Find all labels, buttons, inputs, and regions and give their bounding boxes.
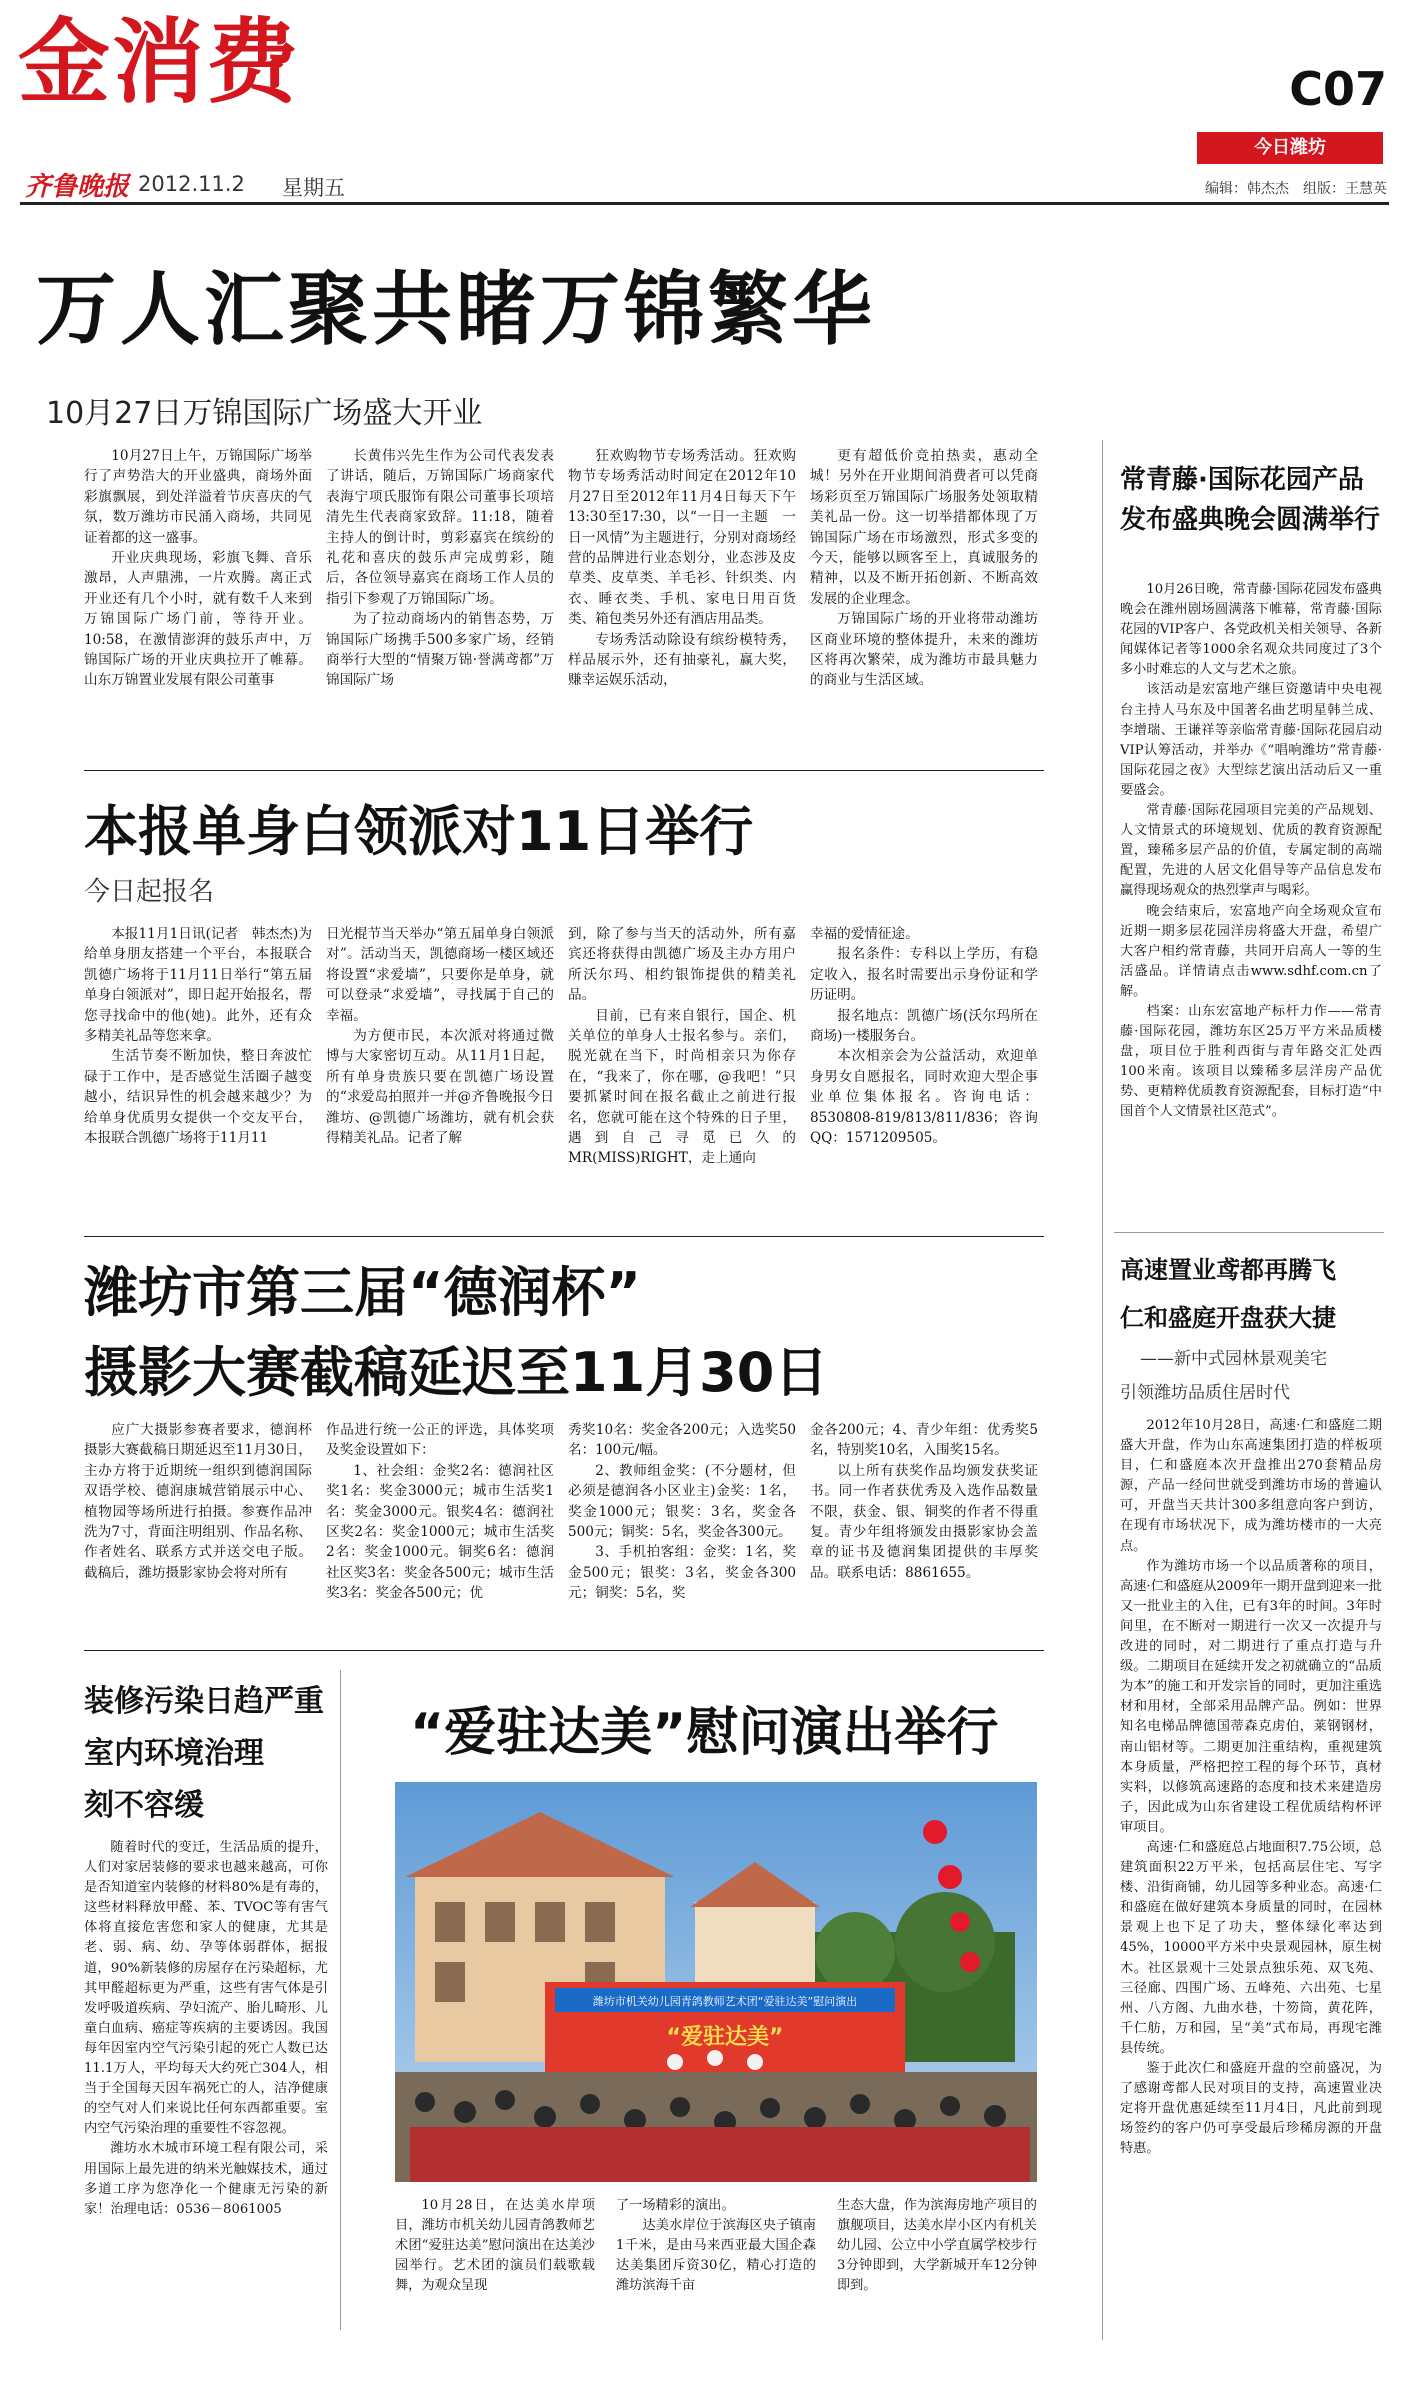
contest-headline-line2: 摄影大赛截稿延迟至11月30日 (84, 1341, 829, 1404)
contest-column-1: 应广大摄影参赛者要求，德润杯摄影大赛截稿日期延迟至11月30日，主办方将于近期统一组织到德润国际双语学校、德润康城营销展示中心、植物园等场所进行拍摄。参赛作品冲洗为7寸，背面注明组别、作品名称、作者姓名、联系方式并送交电子版。截稿后，潍坊摄影家协会将对所有 (84, 1422, 312, 1581)
contest-column-2: 作品进行统一公正的评选，具体奖项及奖金设置如下： 1、社会组：金奖2名：德润社区奖1名：奖金3000元；城市生活奖1名：奖金3000元。银奖4名：德润社区奖2名：奖金1000元；城市生活奖2名：奖金1000元。铜奖6名：德润社区奖3名：奖金各500元；城市生活奖3名：奖金各500元；优 (326, 1422, 554, 1602)
divider (84, 770, 1044, 771)
lead-column-3: 狂欢购物节专场秀活动。狂欢购物节专场秀活动时间定在2012年10月27日至2012年11月4日每天下午13:30至17:30，以“一日一主题 一日一风情”为主题进行，分别对商场经营的品牌进行业态划分，业态涉及皮草类、皮草类、羊毛衫、针织类、内衣、睡衣类、手机、家电日用百货类、箱包类另外还有酒店用品类。 专场秀活动除设有缤纷模特秀，样品展示外，还有抽豪礼，赢大奖，赚幸运娱乐活动， (568, 448, 796, 689)
singles-column-1: 本报11月1日讯(记者 韩杰杰)为给单身朋友搭建一个平台，本报联合凯德广场将于11月11日举行“第五届单身白领派对”，即日起开始报名，帮您寻找命中的他(她)。此外，还有众多精美礼品等您来拿。 生活节奏不断加快，整日奔波忙碌于工作中，是否感觉生活圈子越变越小，结识异性的机会越来越少？为给单身优质男女提供一个交友平台，本报联合凯德广场将于11月11 (84, 926, 312, 1147)
divider (84, 1236, 1044, 1237)
photo-stage-sign: “爱驻达美” (666, 2025, 784, 2050)
lead-headline: 万人汇聚共睹万锦繁华 (36, 263, 876, 356)
page-number: C07 (1289, 62, 1387, 116)
singles-column-2: 日光棍节当天举办“第五届单身白领派对”。活动当天，凯德商场一楼区域还将设置“求爱墙”，只要你是单身，就可以登录“求爱墙”，寻找属于自己的幸福。 为方便市民，本次派对将通过微博与大家密切互动。从11月1日起，所有单身贵族只要在凯德广场设置的“求爱岛拍照并一并@齐鲁晚报今日潍坊、@凯德广场潍坊，就有机会获得精美礼品。记者了解 (326, 926, 554, 1147)
masthead-rule (20, 202, 1389, 205)
lead-subheadline: 10月27日万锦国际广场盛大开业 (46, 396, 483, 431)
issue-date: 2012.11.2 (138, 172, 245, 196)
photo-banner: 潍坊市机关幼儿园青鸽教师艺术团“爱驻达美”慰问演出 (592, 1995, 858, 2008)
sidebar-bottom-subheadline-line1: ——新中式园林景观美宅 (1140, 1349, 1327, 1369)
column-tag: 今日潍坊 (1197, 132, 1383, 164)
paper-logo: 齐鲁晚报 (25, 172, 130, 202)
lead-column-1: 10月27日上午，万锦国际广场举行了声势浩大的开业盛典，商场外面彩旗飘展，到处洋溢着节庆喜庆的气氛，数万潍坊市民涌入商场，共同见证着都的这一盛事。 开业庆典现场，彩旗飞舞、音乐激昂，人声鼎沸，一片欢腾。离正式开业还有几个小时，就有数千人来到万锦国际广场门前，等待开业。10:58，在激情澎湃的鼓乐声中，万锦国际广场的开业庆典拉开了帷幕。山东万锦置业发展有限公司董事 (84, 448, 312, 689)
sidebar-bottom-headline-line1: 高速置业鸢都再腾飞 (1120, 1256, 1336, 1284)
performance-headline: “爱驻达美”慰问演出举行 (410, 1703, 999, 1763)
performance-column-3: 生态大盘，作为滨海房地产项目的旗舰项目，达美水岸小区内有机关幼儿园、公立中小学直属学校步行3分钟即到，大学新城开车12分钟即到。 (837, 2198, 1037, 2294)
contest-headline-line1: 潍坊市第三届“德润杯” (84, 1261, 641, 1324)
decoration-headline-line2: 室内环境治理 (84, 1736, 264, 1771)
sidebar-top-headline: 常青藤·国际花园产品发布盛典晚会圆满举行 (1120, 465, 1381, 535)
divider (1114, 1232, 1384, 1233)
decoration-body: 随着时代的变迁，生活品质的提升，人们对家居装修的要求也越来越高，可你是否知道室内装修的材料80%是有毒的，这些材料释放甲醛、苯、TVOC等有害气体将直接危害您和家人的健康，尤其是老、弱、病、幼、孕等体弱群体，据报道，90%新装修的房屋存在污染超标，尤其甲醛超标更为严重，这些有害气体是引发呼吸道疾病、孕妇流产、胎儿畸形、儿童白血病、癌症等疾病的主要诱因。我国每年因室内空气污染引起的死亡人数已达11.1万人，平均每天大约死亡304人，相当于全国每天因车祸死亡的人，洁净健康的空气对人们来说比任何东西都重要。室内空气污染治理的重要性不容忽视。 潍坊水木城市环境工程有限公司，采用国际上最先进的纳米光触媒技术，通过多道工序为您净化一个健康无污染的新家！治理电话：0536－8061005 (84, 1840, 328, 2217)
performance-column-2: 了一场精彩的演出。 达美水岸位于滨海区央子镇南1千米，是由马来西亚最大国企森达美集团斥资30亿，精心打造的潍坊滨海千亩 (616, 2198, 816, 2294)
performance-column-1: 10月28日，在达美水岸项目，潍坊市机关幼儿园青鸽教师艺术团“爱驻达美”慰问演出在达美沙园举行。艺术团的演员们载歌载舞，为观众呈现 (395, 2198, 595, 2294)
singles-subheadline: 今日起报名 (84, 877, 215, 907)
sidebar-top-body: 10月26日晚，常青藤·国际花园发布盛典晚会在潍州剧场圆满落下帷幕，常青藤·国际花园的VIP客户、各党政机关相关领导、各新闻媒体记者等1000余名观众共同度过了3个多小时难忘的人文与艺术之旅。 该活动是宏富地产继巨资邀请中央电视台主持人马东及中国著名曲艺明星韩兰成、李增瑞、王谦祥等亲临常青藤·国际花园启动VIP认筹活动，并举办《“唱响潍坊”常青藤·国际花园之夜》大型综艺演出活动后又一重要盛会。 常青藤·国际花园项目完美的产品规划、人文情景式的环境规划、优质的教育资源配置，臻稀多层产品的价值，专属定制的高端配置，先进的人居文化倡导等产品信息发布赢得现场观众的热烈掌声与喝彩。 晚会结束后，宏富地产向全场观众宣布近期一期多层花园洋房将盛大开盘，希望广大客户相约常青藤，共同开启高人一等的生活盛品。详情请点击www.sdhf.com.cn了解。 档案：山东宏富地产标杆力作——常青藤·国际花园，潍坊东区25万平方米品质楼盘，项目位于胜利西街与青年路交汇处西100米南。该项目以臻稀多层洋房产品优势、更精粹优质教育资源配套，目标打造“中国首个人文情景社区范式”。 (1120, 582, 1382, 1120)
sidebar-divider (1102, 440, 1103, 2340)
performance-photo (395, 1782, 1037, 2182)
lead-column-4: 更有超低价竞拍热卖，惠动全城！另外在开业期间消费者可以凭商场彩页至万锦国际广场服务处领取精美礼品一份。这一切举措都体现了万锦国际广场在市场激烈，形式多变的今天，能够以顾客至上，真诚服务的精神，以及不断开拓创新、不断高效发展的企业理念。 万锦国际广场的开业将带动潍坊区商业环境的整体提升，未来的潍坊区将再次繁荣，成为潍坊市最具魅力的商业与生活区域。 (810, 448, 1038, 689)
contest-column-3: 秀奖10名：奖金各200元；入选奖50名：100元/幅。 2、教师组金奖：(不分题材，但必须是德润各小区业主)金奖：1名，奖金1000元；银奖：3名，奖金各500元；铜奖：5名，奖金各300元。 3、手机拍客组：金奖：1名，奖金500元；银奖：3名，奖金各300元；铜奖：5名，奖 (568, 1422, 796, 1602)
singles-column-4: 幸福的爱情征途。 报名条件：专科以上学历，有稳定收入，报名时需要出示身份证和学历证明。 报名地点：凯德广场(沃尔玛所在商场)一楼服务台。 本次相亲会为公益活动，欢迎单身男女自愿报名，同时欢迎大型企事业单位集体报名。咨询电话：8530808-819/813/811/836；咨询QQ：1571209505。 (810, 926, 1038, 1147)
sidebar-bottom-subheadline-line2: 引领潍坊品质住居时代 (1120, 1383, 1290, 1403)
section-title: 金消费 (18, 8, 301, 116)
singles-headline: 本报单身白领派对11日举行 (84, 800, 754, 863)
editor-line: 编辑：韩杰杰 组版：王慧英 (1205, 181, 1387, 197)
divider (340, 1670, 341, 2330)
decoration-headline-line1: 装修污染日趋严重 (84, 1684, 324, 1719)
sidebar-bottom-body: 2012年10月28日，高速·仁和盛庭二期盛大开盘，作为山东高速集团打造的样板项目，仁和盛庭本次开盘推出270套精品房源，产品一经问世就受到潍坊市场的普遍认可，开盘当天共计300多组意向客户到访，在现有市场状况下，成为潍坊楼市的一大亮点。 作为潍坊市场一个以品质著称的项目，高速·仁和盛庭从2009年一期开盘到迎来一批又一批业主的入住，已有3年的时间。3年时间里，在不断对一期进行一次又一次提升与改进的同时，对二期进行了重点打造与升级。二期项目在延续开发之初就确立的“品质为本”的施工和开发宗旨的同时，更加注重选材和用材，全部采用品牌产品。例如：世界知名电梯品牌德国蒂森克虏伯，莱钢钢材，南山铝材等。二期更加注重结构，重视建筑本身质量，严格把控工程的每个环节，真材实料，以修筑高速路的态度和技术来建造房子，因此成为山东省建设工程优质结构杯评审项目。 高速·仁和盛庭总占地面积7.75公顷，总建筑面积22万平米，包括高层住宅、写字楼、沿街商铺，幼儿园等多种业态。高速·仁和盛庭在做好建筑本身质量的同时，在园林景观上也下足了功夫，整体绿化率达到45%，10000平方米中央景观园林，原生树木。社区景观十三处景点独乐苑、双飞苑、三径廊、四围广场、五峰苑、六出苑、七星州、八方阁、九曲水巷，十笏筒，黄花阵，千仁舫，万和园，呈“美”式布局，再现宅潍县传统。 鉴于此次仁和盛庭开盘的空前盛况，为了感谢鸢都人民对项目的支持，高速置业决定将开盘优惠延续至11月4日，凡此前到现场签约的客户仍可享受最后珍稀房源的开盘特惠。 (1120, 1418, 1382, 2157)
singles-column-3: 到，除了参与当天的活动外，所有嘉宾还将获得由凯德广场及主办方用户所沃尔玛、相约银饰提供的精美礼品。 目前，已有来自银行，国企、机关单位的单身人士报名参与。亲们，脱光就在当下，时尚相亲只为你存在，“我来了，你在哪，@我吧！”只要抓紧时间在报名截止之前进行报名，您就可能在这个特殊的日子里，遇到自己寻觅已久的MR(MISS)RIGHT，走上通向 (568, 926, 796, 1167)
weekday: 星期五 (282, 176, 345, 200)
sidebar-bottom-headline-line2: 仁和盛庭开盘获大捷 (1120, 1304, 1336, 1332)
performance-photo-svg (395, 1782, 1037, 2182)
divider (84, 1650, 1044, 1651)
decoration-headline-line3: 刻不容缓 (84, 1788, 204, 1823)
lead-column-2: 长黄伟兴先生作为公司代表发表了讲话，随后，万锦国际广场商家代表海宁项氏服饰有限公司董事长项培清先生代表商家致辞。11:18，随着主持人的倒计时，剪彩嘉宾在缤纷的礼花和喜庆的鼓乐声完成剪彩，随后，各位领导嘉宾在商场工作人员的指引下参观了万锦国际广场。 为了拉动商场内的销售态势，万锦国际广场携手500多家广场，经销商举行大型的“情聚万锦·誉满鸢都”万锦国际广场 (326, 448, 554, 689)
contest-column-4: 金各200元；4、青少年组：优秀奖5名，特别奖10名，入围奖15名。 以上所有获奖作品均颁发获奖证书。同一作者获优秀及入选作品数量不限，获金、银、铜奖的作者不得重复。青少年组将颁发由摄影家协会盖章的证书及德润集团提供的丰厚奖品。联系电话：8861655。 (810, 1422, 1038, 1581)
